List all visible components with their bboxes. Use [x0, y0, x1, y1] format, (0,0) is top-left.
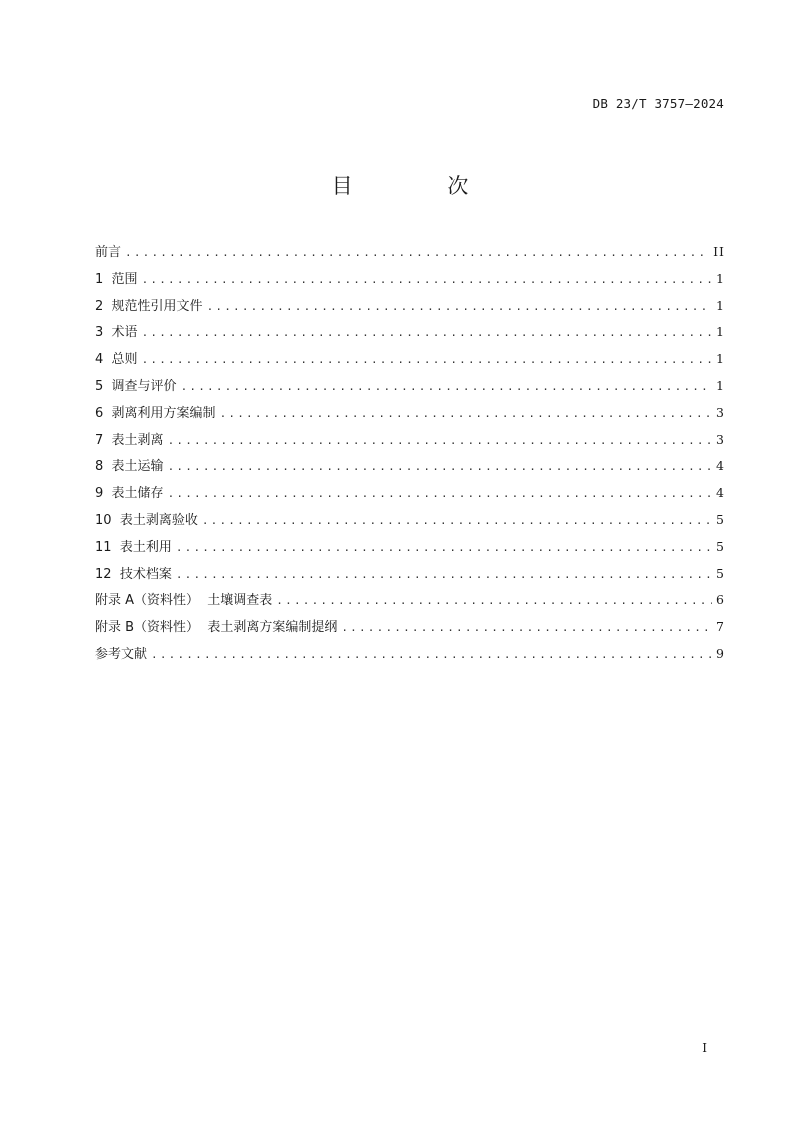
toc-leader-dots [142, 324, 712, 342]
toc-entry-label: 表土储存 [111, 486, 164, 502]
toc-entry-page: 1 [716, 324, 725, 340]
toc-entry-appendix-a[interactable] [95, 591, 725, 618]
toc-list [95, 243, 725, 672]
toc-leader-dots [151, 646, 712, 664]
toc-leader-dots [168, 432, 712, 450]
toc-entry-page: 1 [716, 351, 725, 367]
toc-entry-label: 表土利用 [119, 539, 172, 555]
toc-entry-page: 5 [716, 565, 725, 581]
toc-entry-number: 11 [95, 539, 120, 555]
toc-entry-label: 表土剥离验收 [119, 512, 198, 528]
toc-leader-dots [220, 405, 712, 423]
toc-entry-number: 8 [95, 459, 112, 475]
toc-entry-number: 1 [95, 271, 112, 287]
toc-entry-topsoil-transport[interactable] [95, 457, 725, 484]
toc-entry-stripping-acceptance[interactable] [95, 511, 725, 538]
toc-entry-foreword[interactable] [95, 243, 725, 270]
toc-leader-dots [181, 378, 712, 396]
toc-entry-number: 5 [95, 378, 112, 394]
toc-entry-page: 3 [716, 431, 725, 447]
toc-entry-normative-references[interactable] [95, 297, 725, 324]
toc-entry-bibliography[interactable] [95, 645, 725, 672]
toc-leader-dots [125, 244, 709, 262]
toc-entry-label: 附录 A（资料性） 土壤调查表 [95, 593, 273, 609]
document-code: DB 23/T 3757—2024 [592, 96, 724, 111]
toc-entry-stripping-plan[interactable] [95, 404, 725, 431]
toc-entry-topsoil-stripping[interactable] [95, 431, 725, 458]
toc-entry-page: 4 [716, 458, 725, 474]
toc-entry-page: 9 [716, 645, 725, 661]
toc-leader-dots [207, 298, 712, 316]
toc-entry-number: 10 [95, 512, 120, 528]
toc-leader-dots [168, 458, 712, 476]
toc-entry-number: 2 [95, 298, 112, 314]
toc-entry-page: 5 [716, 538, 725, 554]
toc-entry-topsoil-utilization[interactable] [95, 538, 725, 565]
toc-entry-number: 6 [95, 405, 112, 421]
toc-entry-terms[interactable] [95, 323, 725, 350]
toc-entry-page: 1 [716, 297, 725, 313]
toc-entry-label: 参考文献 [95, 646, 148, 662]
toc-entry-label: 调查与评价 [111, 378, 177, 394]
toc-leader-dots [176, 539, 712, 557]
toc-entry-number: 12 [95, 566, 120, 582]
toc-entry-page: 6 [716, 592, 725, 608]
toc-entry-label: 范围 [111, 271, 138, 287]
toc-entry-label: 技术档案 [119, 566, 172, 582]
toc-entry-topsoil-storage[interactable] [95, 484, 725, 511]
toc-entry-general[interactable] [95, 350, 725, 377]
toc-entry-number: 4 [95, 352, 112, 368]
toc-leader-dots [168, 485, 712, 503]
toc-entry-page: 5 [716, 511, 725, 527]
toc-entry-label: 总则 [111, 352, 138, 368]
toc-leader-dots [142, 351, 712, 369]
toc-entry-label: 规范性引用文件 [111, 298, 203, 314]
toc-entry-number: 7 [95, 432, 112, 448]
toc-entry-label: 附录 B（资料性） 表土剥离方案编制提纲 [95, 620, 338, 636]
toc-leader-dots [202, 512, 712, 530]
toc-entry-page: 1 [716, 377, 725, 393]
page-number: I [702, 1041, 707, 1055]
toc-title: 目 次 [331, 174, 513, 198]
toc-entry-survey-evaluation[interactable] [95, 377, 725, 404]
toc-entry-label: 前言 [95, 245, 122, 260]
toc-entry-label: 表土运输 [111, 459, 164, 475]
toc-entry-number: 9 [95, 486, 112, 502]
toc-entry-page: II [713, 244, 725, 259]
toc-leader-dots [176, 566, 712, 584]
toc-entry-label: 术语 [111, 325, 138, 341]
toc-entry-page: 7 [716, 619, 725, 635]
toc-entry-scope[interactable] [95, 270, 725, 297]
toc-entry-label: 剥离利用方案编制 [111, 405, 216, 421]
toc-entry-page: 4 [716, 485, 725, 501]
toc-leader-dots [341, 619, 712, 637]
toc-entry-page: 3 [716, 404, 725, 420]
toc-entry-label: 表土剥离 [111, 432, 164, 448]
toc-leader-dots [142, 271, 712, 289]
toc-entry-number: 3 [95, 325, 112, 341]
toc-leader-dots [276, 592, 712, 610]
toc-entry-page: 1 [716, 270, 725, 286]
toc-entry-technical-archives[interactable] [95, 565, 725, 592]
toc-entry-appendix-b[interactable] [95, 618, 725, 645]
